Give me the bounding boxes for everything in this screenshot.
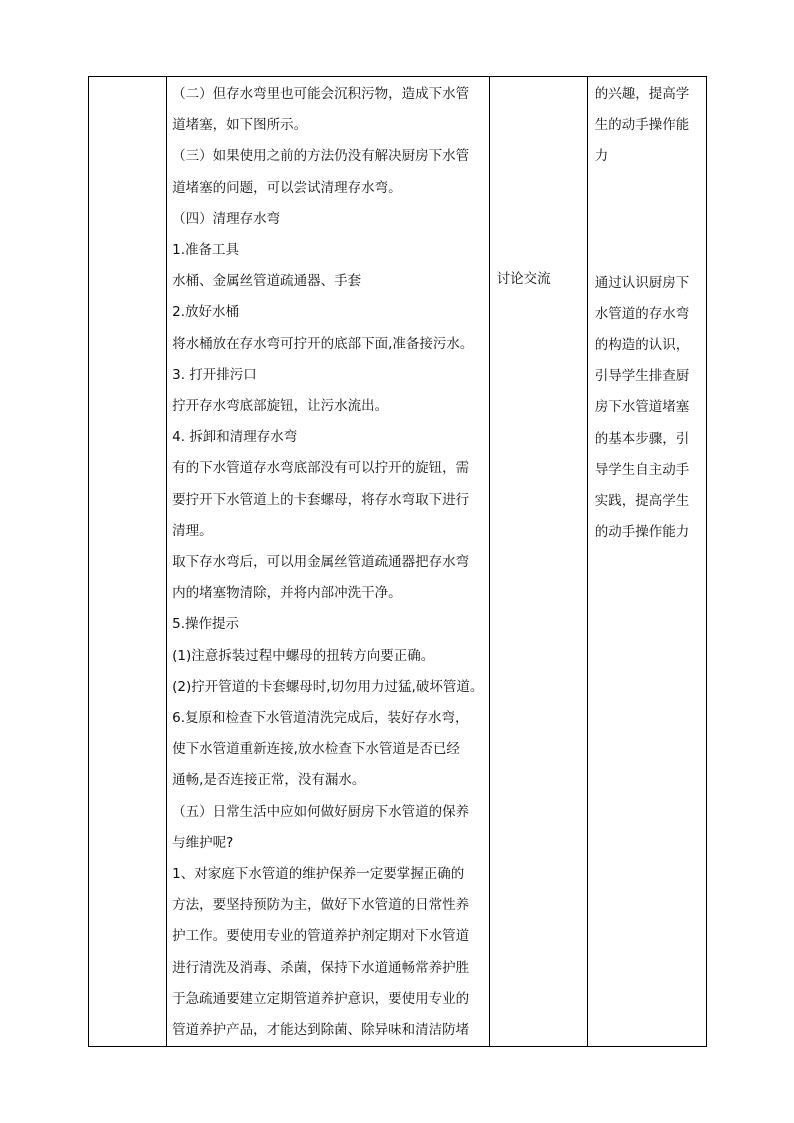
content-line: 拧开存水弯底部旋钮，让污水流出。 <box>172 398 389 415</box>
table-row <box>89 77 707 1047</box>
teaching-content-cell <box>167 77 490 1047</box>
content-line: 水桶、金属丝管道疏通器、手套 <box>172 273 362 290</box>
intent-line: 力 <box>594 148 609 165</box>
content-line: 内的堵塞物清除，并将内部冲洗干净。 <box>172 585 402 602</box>
content-line: 5.操作提示 <box>172 616 240 633</box>
content-line: (1)注意拆装过程中螺母的扭转方向要正确。 <box>172 647 435 664</box>
content-line: 4. 拆卸和清理存水弯 <box>172 429 298 446</box>
intent-line: 导学生自主动手 <box>594 461 690 478</box>
stage-cell <box>89 77 167 1047</box>
intent-line: 的动手操作能力 <box>594 524 690 541</box>
content-line: 有的下水管道存水弯底部没有可以拧开的旋钮，需 <box>172 460 470 477</box>
content-line: 护工作。要使用专业的管道养护剂定期对下水管道 <box>172 928 470 945</box>
intent-line: 引导学生排查厨 <box>594 368 690 385</box>
content-line: 道堵塞，如下图所示。 <box>172 117 308 134</box>
lesson-plan-table <box>88 76 707 1047</box>
content-line: 1、对家庭下水管道的维护保养一定要掌握正确的 <box>172 866 465 883</box>
content-line: 要拧开下水管道上的卡套螺母，将存水弯取下进行 <box>172 491 470 508</box>
activity-text: 讨论交流 <box>496 271 551 287</box>
design-intent-cell <box>587 77 706 1047</box>
content-line: 使下水管道重新连接,放水检查下水管道是否已经 <box>172 741 460 758</box>
intent-line: 实践，提高学生 <box>594 493 690 510</box>
content-line: 清理。 <box>172 522 213 539</box>
content-line: （二）但存水弯里也可能会沉积污物，造成下水管 <box>172 86 470 102</box>
intent-line: 水管道的存水弯 <box>594 305 690 322</box>
content-line: 道堵塞的问题，可以尝试清理存水弯。 <box>172 179 402 196</box>
content-line: 与维护呢? <box>172 834 234 851</box>
content-line: 通畅,是否连接正常，没有漏水。 <box>172 772 366 789</box>
content-line: 1.准备工具 <box>172 242 240 259</box>
content-line: （三）如果使用之前的方法仍没有解决厨房下水管 <box>172 148 470 165</box>
content-line: 3. 打开排污口 <box>172 366 257 383</box>
content-line: 进行清洗及消毒、杀菌，保持下水道通畅常养护胜 <box>172 959 470 976</box>
content-line: (2)拧开管道的卡套螺母时,切勿用力过猛,破坏管道。 <box>172 678 484 695</box>
content-line: 将水桶放在存水弯可拧开的底部下面,准备接污水。 <box>172 335 474 352</box>
content-line: 于急疏通要建立定期管道养护意识，要使用专业的 <box>172 990 470 1007</box>
intent-line: 的构造的认识， <box>594 337 690 354</box>
content-line: 管道养护产品，才能达到除菌、除异味和清洁防堵 <box>172 1022 470 1039</box>
content-line: 6.复原和检查下水管道清洗完成后，装好存水弯， <box>172 710 469 727</box>
content-line: （五）日常生活中应如何做好厨房下水管道的保养 <box>172 803 470 820</box>
intent-line: 通过认识厨房下 <box>594 274 690 291</box>
content-line: 方法，要坚持预防为主，做好下水管道的日常性养 <box>172 897 470 914</box>
intent-line: 的基本步骤，引 <box>594 430 690 447</box>
student-activity-cell <box>489 77 587 1047</box>
intent-line: 生的动手操作能 <box>594 117 690 134</box>
intent-line: 房下水管道堵塞 <box>594 399 690 416</box>
content-line: 2.放好水桶 <box>172 304 240 321</box>
content-line: （四）清理存水弯 <box>172 210 281 227</box>
intent-line: 的兴趣，提高学 <box>594 86 690 102</box>
content-line: 取下存水弯后，可以用金属丝管道疏通器把存水弯 <box>172 554 470 571</box>
